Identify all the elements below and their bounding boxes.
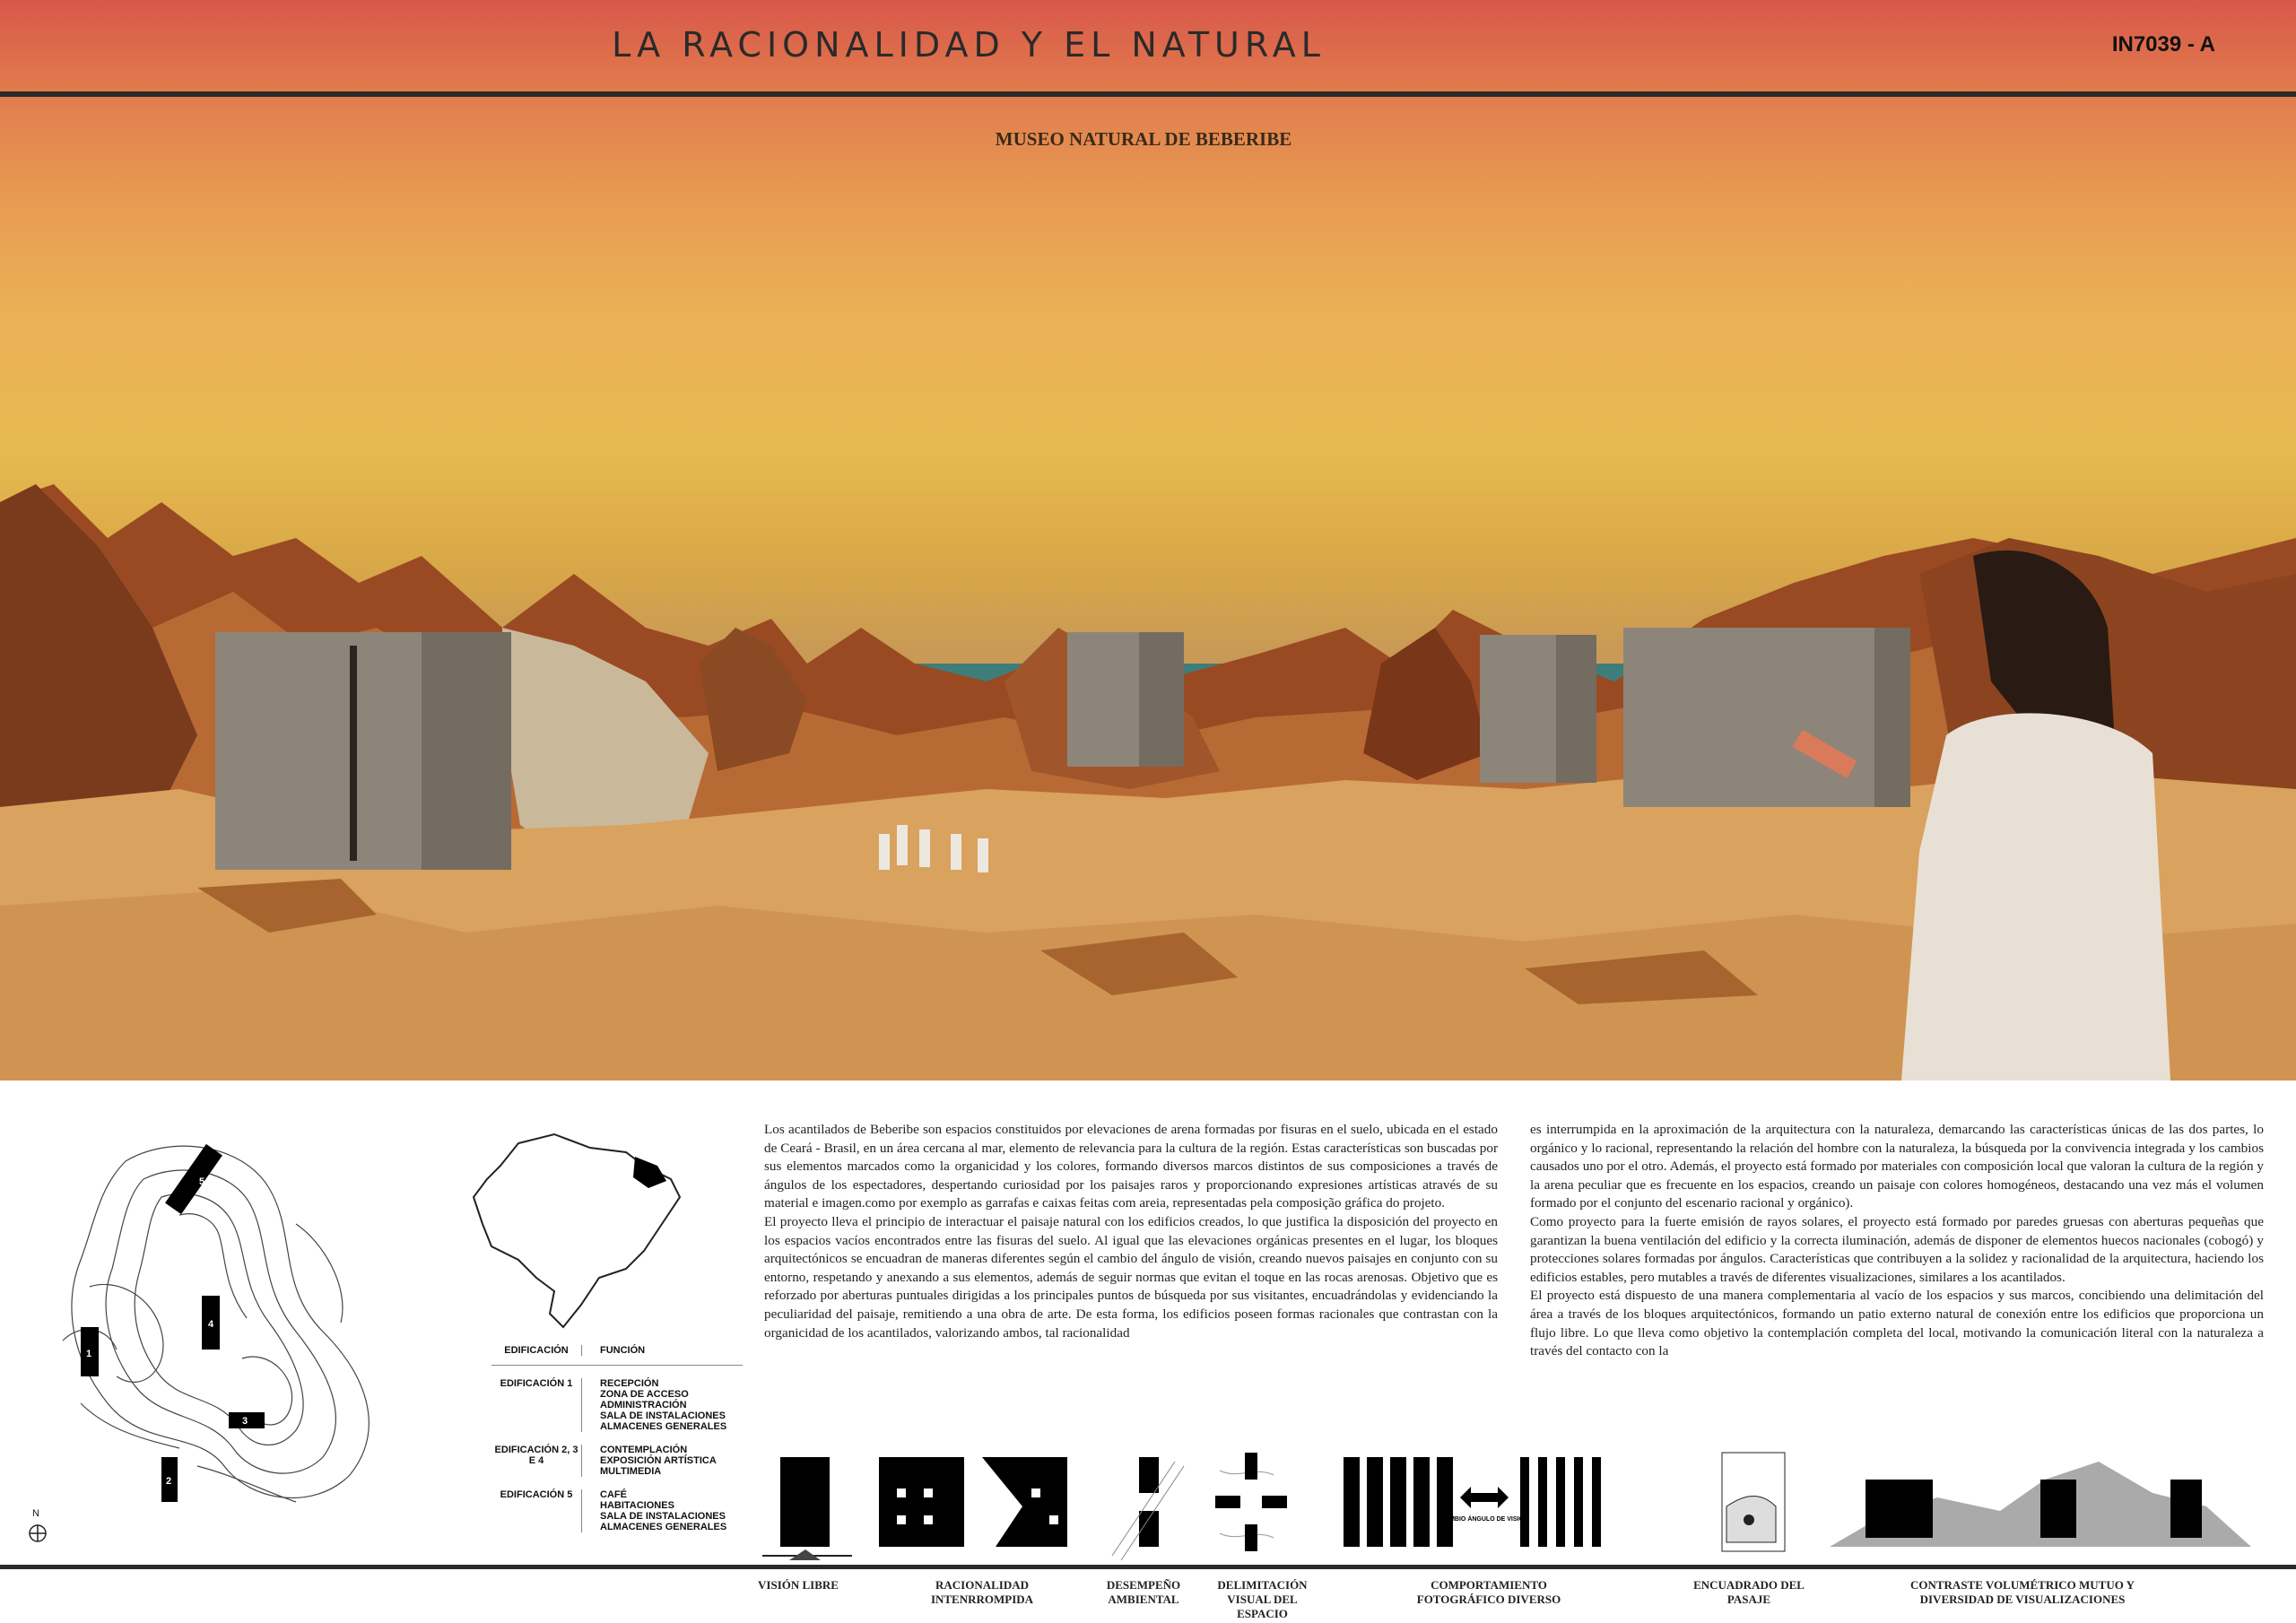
table-row bbox=[491, 1432, 743, 1477]
paragraph: Los acantilados de Beberibe son espacios constituidos por elevaciones de arena formadas por fisuras en el suelo, ubicada en el estado de Ceará - Brasil, en un área cercana al mar, elemento de relevancia para la cultura de la región. Estas características son buscadas por sus elementos marcados como la organicidad y los colores, formando diversos marcos distintos de sus composiciones a través de ángulos de los espectadores, despertando curiosidad por los paisajes raros y proporcionando expresiones artísticas através de su material e imagen.como por exemplo as garrafas e caixas feitas com areia, representadas pela composição gráfica do projeto. bbox=[764, 1122, 1498, 1211]
table-cell-function: RECEPCIÓN bbox=[600, 1378, 659, 1389]
building-3 bbox=[1480, 635, 1596, 783]
bottom-rule bbox=[0, 1565, 2296, 1569]
table-cell-function: SALA DE INSTALACIONES bbox=[600, 1410, 726, 1421]
paragraph: El proyecto está dispuesto de una manera complementaria al vacío de los espacios y sus marcos, concibiendo una delimitación del área a través de los bloques arquitectónicos, formando un patio externo natural de conexión entre los edificios que proporciona un flujo libre. Lo que lleva como objetivo la contemplación completa del local, motivando la comunicación literal con la naturaleza a través del contacto con la bbox=[1530, 1288, 2264, 1359]
description-right bbox=[1530, 1121, 2264, 1361]
plan-label-2: 2 bbox=[166, 1476, 172, 1487]
diagram-desempeno bbox=[1112, 1457, 1184, 1560]
plan-label-1: 1 bbox=[86, 1349, 92, 1359]
plan-label-3: 3 bbox=[242, 1416, 248, 1427]
caption-contraste: CONTRASTE VOLUMÉTRICO MUTUO Y DIVERSIDAD DE VISUALIZACIONES bbox=[1909, 1578, 2135, 1606]
table-cell-function: ALMACENES GENERALES bbox=[600, 1522, 727, 1532]
building-1 bbox=[215, 632, 511, 870]
function-table bbox=[491, 1345, 743, 1532]
caption-desempeno: DESEMPEÑO AMBIENTAL bbox=[1106, 1578, 1181, 1606]
table-cell-function: CAFÉ bbox=[600, 1489, 627, 1500]
project-subtitle: MUSEO NATURAL DE BEBERIBE bbox=[995, 128, 1292, 150]
table-cell-function: SALA DE INSTALACIONES bbox=[600, 1511, 726, 1522]
diagram-note: CAMBIO ÁNGULO DE VISIÓN bbox=[1439, 1516, 1529, 1523]
caption-comportamiento: COMPORTAMIENTO FOTOGRÁFICO DIVERSO bbox=[1416, 1578, 1561, 1606]
double-arrow-icon bbox=[1460, 1487, 1509, 1508]
building-2 bbox=[1067, 632, 1184, 767]
caption-encuadrado: ENCUADRADO DEL PASAJE bbox=[1693, 1578, 1805, 1606]
diagram-comportamiento bbox=[1344, 1457, 1601, 1547]
plan-label-4: 4 bbox=[208, 1319, 214, 1330]
north-label: N bbox=[32, 1508, 39, 1519]
table-header-function: FUNCIÓN bbox=[581, 1345, 743, 1356]
description-left bbox=[764, 1121, 1498, 1342]
building-4 bbox=[1623, 628, 1910, 807]
brazil-location-map bbox=[465, 1125, 689, 1332]
table-row bbox=[491, 1366, 743, 1432]
table-cell-function: ZONA DE ACCESO bbox=[600, 1389, 689, 1400]
table-cell-function: MULTIMEDIA bbox=[600, 1466, 662, 1477]
site-plan bbox=[27, 1107, 448, 1529]
table-cell-building: EDIFICACIÓN 2, 3 E 4 bbox=[494, 1445, 578, 1466]
table-cell-function: EXPOSICIÓN ARTÍSTICA bbox=[600, 1455, 717, 1466]
plan-label-5: 5 bbox=[199, 1176, 205, 1187]
table-row bbox=[491, 1477, 743, 1532]
building-marker-5 bbox=[165, 1144, 222, 1214]
north-arrow-icon bbox=[27, 1523, 48, 1544]
paragraph: es interrumpida en la aproximación de la arquitectura con la naturaleza, demarcando las características únicas de las dos partes, lo orgánico y lo racional, representando la relación del hombre con la naturaleza, la búsqueda por la convivencia integrada y los cambios causados uno por el otro. Además, el proyecto está formado por materiales con composición local que valoran la cultura de la región y la arena peculiar que es frecuente en los espacios, creando un paisaje con colores homogéneos, destacando una vez más el volumen formado por el conjunto del escenario racional y orgánico). bbox=[1530, 1122, 2264, 1211]
diagram-vision-libre bbox=[762, 1457, 852, 1560]
table-cell-function: CONTEMPLACIÓN bbox=[600, 1445, 688, 1455]
sheet-code: IN7039 - A bbox=[2111, 32, 2215, 56]
caption-delimitacion: DELIMITACIÓN VISUAL DEL ESPACIO bbox=[1217, 1578, 1308, 1620]
table-cell-building: EDIFICACIÓN 5 bbox=[500, 1489, 573, 1500]
table-cell-building: EDIFICACIÓN 1 bbox=[500, 1378, 573, 1389]
table-cell-function: ADMINISTRACIÓN bbox=[600, 1400, 687, 1410]
paragraph: Como proyecto para la fuerte emisión de rayos solares, el proyecto está formado por paredes gruesas con aberturas pequeñas que garantizan la buena ventilación del edificio y la correcta iluminación, además de disponer de elementos huecos nacionales (cobogó) y protecciones solares formadas por ángulos. Características que contribuyen a la solidez y racionalidad de la arquitectura, haciendo los edificios estables, pero mutables a través de diferentes visualizaciones, similares a los acantilados. bbox=[1530, 1213, 2264, 1285]
diagram-contraste bbox=[1830, 1462, 2251, 1547]
page-title: LA RACIONALIDAD Y EL NATURAL bbox=[612, 25, 1326, 65]
caption-racionalidad: RACIONALIDAD INTENRROMPIDA bbox=[930, 1578, 1034, 1606]
table-header-building: EDIFICACIÓN bbox=[504, 1345, 569, 1356]
header-rule bbox=[0, 91, 2296, 97]
diagram-encuadrado bbox=[1722, 1453, 1785, 1551]
concept-diagrams bbox=[753, 1444, 2269, 1565]
diagram-delimitacion bbox=[1215, 1453, 1287, 1551]
table-cell-function: HABITACIONES bbox=[600, 1500, 674, 1511]
caption-vision-libre: VISIÓN LIBRE bbox=[758, 1578, 839, 1592]
diagram-racionalidad bbox=[879, 1457, 1067, 1547]
paragraph: El proyecto lleva el principio de interactuar el paisaje natural con los edificios creados, lo que justifica la disposición del proyecto en los espacios vacíos encontrados entre las fisuras del suelo. Al igual que las elevaciones orgánicas presentes en el lugar, los bloques arquitectónicos se encuadran de maneras diferentes según el cambio del ángulo de visión, creando nuevos paisajes en conjunto con su entorno, respetando y anexando a sus elementos, además de seguir normas que evitan el toque en las rocas arenosas. Objetivo que es reforzado por aberturas puntuales dirigidas a los principales puntos de búsqueda por sus visitantes, encuadrándolas y evidenciando la peculiaridad del paisaje, remitiendo a una obra de arte. De esta forma, los edificios poseen formas racionales que contrastan con la organicidad de los acantilados, valorizando ambos, tal racionalidad bbox=[764, 1213, 1498, 1341]
table-cell-function: ALMACENES GENERALES bbox=[600, 1421, 727, 1432]
